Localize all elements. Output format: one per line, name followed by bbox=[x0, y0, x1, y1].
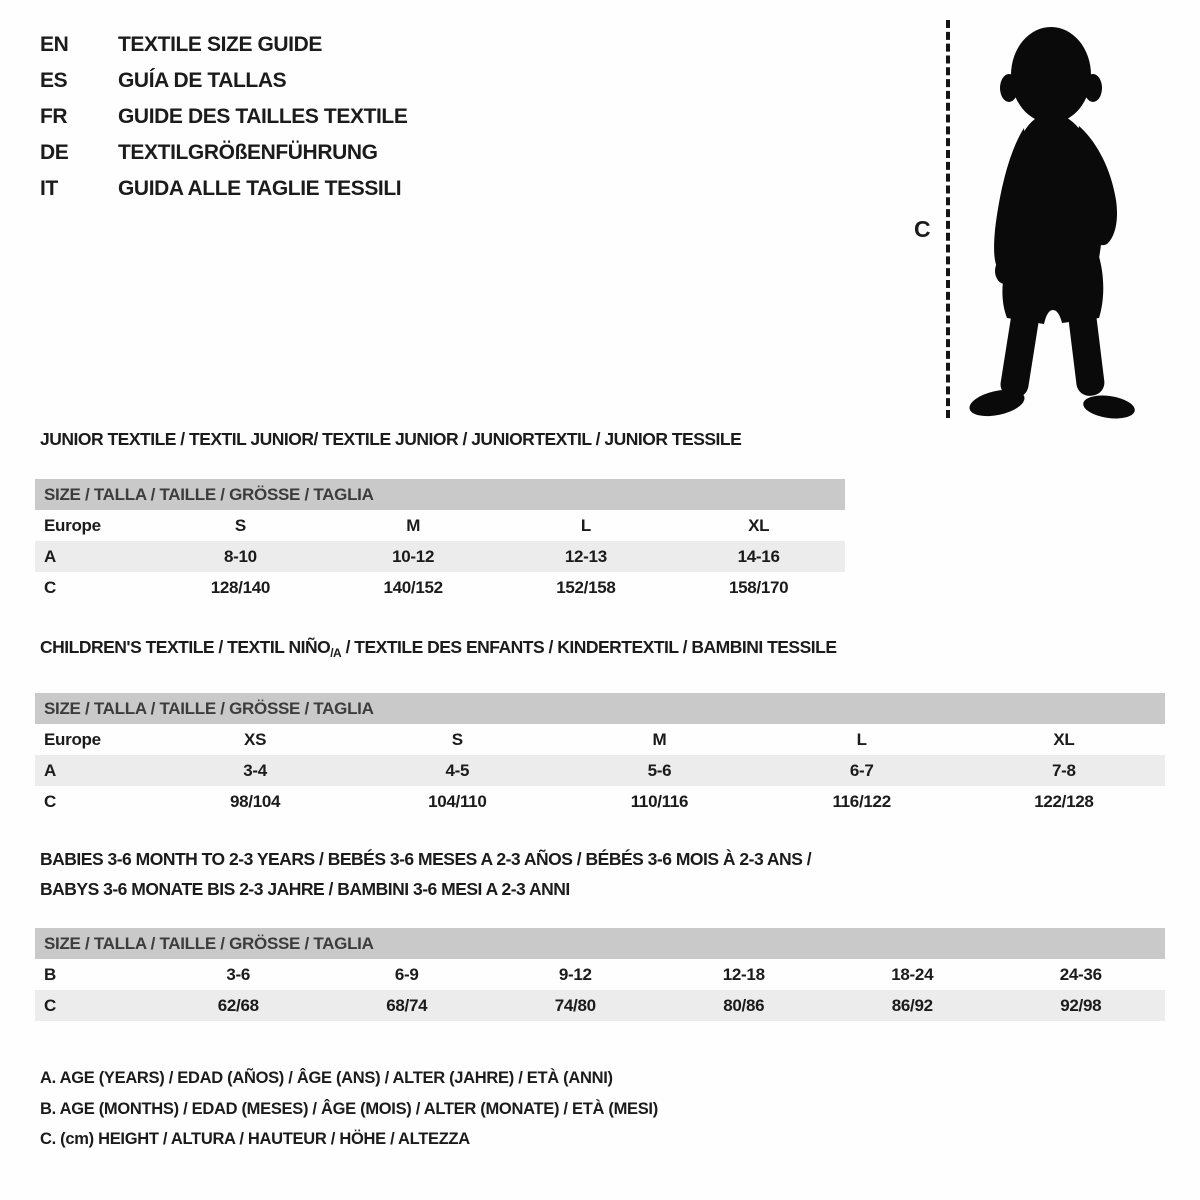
size-cell: 9-12 bbox=[558, 965, 592, 984]
title-part: CHILDREN'S TEXTILE / TEXTIL NIÑO bbox=[40, 637, 331, 657]
size-table-children bbox=[35, 724, 1165, 817]
size-cell: 110/116 bbox=[630, 792, 689, 811]
size-cell: 80/86 bbox=[723, 996, 765, 1015]
size-cell: M bbox=[406, 516, 421, 535]
junior-textile-section bbox=[35, 429, 845, 603]
row-label: C bbox=[44, 792, 56, 811]
size-cell: 158/170 bbox=[728, 578, 789, 597]
height-measure-label: C bbox=[914, 216, 931, 242]
size-cell: 68/74 bbox=[386, 996, 428, 1015]
size-cell: 6-9 bbox=[394, 965, 419, 984]
size-cell: 10-12 bbox=[392, 547, 435, 566]
size-cell: 24-36 bbox=[1059, 965, 1102, 984]
size-cell: L bbox=[856, 730, 867, 749]
size-cell: 104/110 bbox=[428, 792, 487, 811]
size-cell: XL bbox=[1053, 730, 1075, 749]
lang-code: ES bbox=[40, 69, 68, 92]
row-label: C bbox=[44, 578, 56, 597]
size-cell: 7-8 bbox=[1052, 761, 1076, 780]
size-row-europe bbox=[35, 724, 1165, 755]
lang-title: GUÍA DE TALLAS bbox=[118, 69, 287, 92]
lang-title: TEXTILGRÖßENFÜHRUNG bbox=[118, 141, 378, 164]
size-row-europe bbox=[35, 510, 845, 541]
size-cell: 3-4 bbox=[243, 761, 267, 780]
size-cell: 12-18 bbox=[722, 965, 765, 984]
size-row-c bbox=[35, 786, 1165, 817]
size-cell: 4-5 bbox=[445, 761, 470, 780]
size-cell: 74/80 bbox=[554, 996, 596, 1015]
babies-textile-section bbox=[35, 844, 1165, 1021]
size-cell: M bbox=[652, 730, 667, 749]
height-dashed-line bbox=[946, 20, 950, 418]
size-cell: 12-13 bbox=[564, 547, 607, 566]
children-textile-section bbox=[35, 637, 1165, 817]
size-cell: 140/152 bbox=[383, 578, 443, 597]
size-cell: 98/104 bbox=[229, 792, 281, 811]
size-cell: 86/92 bbox=[891, 996, 933, 1015]
lang-row-de bbox=[40, 135, 407, 171]
size-cell: S bbox=[451, 730, 463, 749]
row-label: Europe bbox=[44, 516, 101, 535]
lang-code: EN bbox=[40, 33, 69, 56]
size-header-label: SIZE / TALLA / TAILLE / GRÖSSE / TAGLIA bbox=[44, 934, 374, 953]
size-header-bar bbox=[35, 928, 1165, 959]
size-table-babies bbox=[35, 959, 1165, 1021]
size-cell: 122/128 bbox=[1034, 792, 1094, 811]
legend-line-a: A. AGE (YEARS) / EDAD (AÑOS) / ÂGE (ANS) / ALTER (JAHRE) / ETÀ (ANNI) bbox=[40, 1069, 613, 1087]
size-cell: 18-24 bbox=[891, 965, 934, 984]
size-table-junior bbox=[35, 510, 845, 603]
row-label: Europe bbox=[44, 730, 101, 749]
lang-code: IT bbox=[40, 177, 58, 200]
lang-code: FR bbox=[40, 105, 68, 128]
title-line-2: BABYS 3-6 MONATE BIS 2-3 JAHRE / BAMBINI 3-6 MESI A 2-3 ANNI bbox=[40, 879, 570, 899]
size-cell: XL bbox=[748, 516, 770, 535]
lang-title: GUIDE DES TAILLES TEXTILE bbox=[118, 105, 408, 128]
row-label: C bbox=[44, 996, 56, 1015]
size-cell: 62/68 bbox=[217, 996, 259, 1015]
section-title bbox=[40, 844, 1165, 904]
row-label: A bbox=[44, 761, 56, 780]
lang-row-fr bbox=[40, 99, 407, 135]
measurement-legend bbox=[40, 1063, 658, 1155]
size-cell: 6-7 bbox=[849, 761, 874, 780]
size-row-c bbox=[35, 572, 845, 603]
lang-title: GUIDA ALLE TAGLIE TESSILI bbox=[118, 177, 402, 200]
size-row-b bbox=[35, 959, 1165, 990]
legend-line-b: B. AGE (MONTHS) / EDAD (MESES) / ÂGE (MOIS) / ALTER (MONATE) / ETÀ (MESI) bbox=[40, 1099, 658, 1118]
size-cell: 8-10 bbox=[223, 547, 257, 566]
size-cell: 3-6 bbox=[226, 965, 251, 984]
size-cell: 152/158 bbox=[556, 578, 616, 597]
title-part: / TEXTILE DES ENFANTS / KINDERTEXTIL / BAMBINI TESSILE bbox=[341, 637, 837, 657]
lang-row-es bbox=[40, 63, 407, 99]
size-cell: 92/98 bbox=[1060, 996, 1102, 1015]
toddler-silhouette bbox=[964, 20, 1144, 420]
row-label: B bbox=[44, 965, 56, 984]
section-title bbox=[40, 637, 1165, 664]
size-cell: 116/122 bbox=[832, 792, 891, 811]
section-title: JUNIOR TEXTILE / TEXTIL JUNIOR/ TEXTILE JUNIOR / JUNIORTEXTIL / JUNIOR TESSILE bbox=[40, 429, 742, 449]
size-cell: 14-16 bbox=[737, 547, 780, 566]
size-row-c bbox=[35, 990, 1165, 1021]
size-cell: S bbox=[234, 516, 246, 535]
row-label: A bbox=[44, 547, 56, 566]
size-cell: L bbox=[580, 516, 591, 535]
lang-code: DE bbox=[40, 141, 69, 164]
legend-line-c: C. (cm) HEIGHT / ALTURA / HAUTEUR / HÖHE / ALTEZZA bbox=[40, 1130, 470, 1148]
size-cell: XS bbox=[244, 730, 267, 749]
size-cell: 5-6 bbox=[647, 761, 672, 780]
lang-row-it bbox=[40, 171, 407, 207]
title-line-1: BABIES 3-6 MONTH TO 2-3 YEARS / BEBÉS 3-6 MESES A 2-3 AÑOS / BÉBÉS 3-6 MOIS À 2-3 ANS / bbox=[40, 849, 812, 869]
lang-row-en bbox=[40, 27, 407, 63]
size-header-bar bbox=[35, 479, 845, 510]
size-header-label: SIZE / TALLA / TAILLE / GRÖSSE / TAGLIA bbox=[44, 485, 374, 504]
size-header-bar bbox=[35, 693, 1165, 724]
language-title-list bbox=[40, 27, 407, 207]
size-row-a bbox=[35, 541, 845, 572]
title-subscript: /A bbox=[330, 646, 342, 660]
size-cell: 128/140 bbox=[210, 578, 271, 597]
size-header-label: SIZE / TALLA / TAILLE / GRÖSSE / TAGLIA bbox=[44, 699, 374, 718]
height-measurement-figure bbox=[898, 16, 1160, 428]
size-row-a bbox=[35, 755, 1165, 786]
lang-title: TEXTILE SIZE GUIDE bbox=[118, 33, 322, 56]
